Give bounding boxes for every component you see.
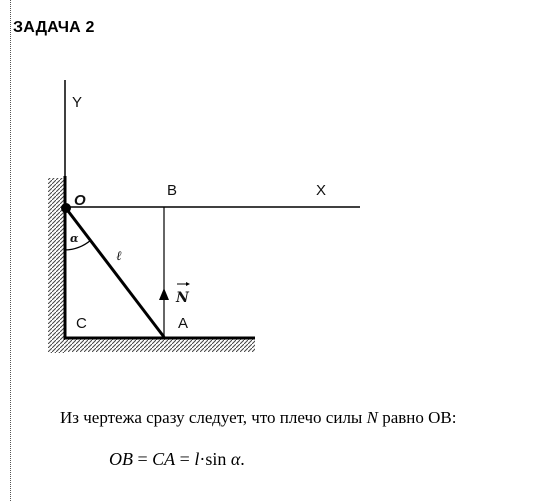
formula-l: l — [194, 449, 200, 469]
formula-ca: CA — [152, 449, 176, 469]
formula-end: . — [240, 449, 245, 469]
formula — [109, 449, 245, 470]
task-title: ЗАДАЧА 2 — [13, 19, 95, 36]
formula-ob: OB — [109, 449, 133, 469]
formula-alpha: α — [230, 449, 241, 469]
force-arrow-head — [159, 288, 169, 300]
formula-rest: ·sin — [199, 449, 231, 469]
floor-hatching — [65, 338, 255, 352]
x-axis-label: X — [316, 182, 327, 199]
point-c-label: C — [76, 315, 87, 332]
wall-hatching — [48, 178, 65, 353]
point-a-label: A — [178, 315, 189, 332]
origin-label: O — [74, 192, 86, 209]
length-label: ℓ — [116, 249, 122, 264]
point-b-label: B — [167, 182, 178, 199]
force-vector-bar-head — [186, 282, 190, 286]
statement-part1: Из чертежа сразу следует, что плечо силы — [60, 408, 367, 427]
statement-text — [60, 408, 456, 428]
force-label: N — [176, 290, 189, 306]
angle-label: α — [70, 232, 79, 245]
statement-part2: равно ОВ: — [377, 408, 457, 427]
formula-eq1: = — [133, 449, 153, 469]
y-axis-label: Y — [72, 94, 83, 111]
statement-var-n: N — [366, 408, 378, 427]
pivot-point — [61, 203, 71, 213]
formula-eq2: = — [175, 449, 195, 469]
